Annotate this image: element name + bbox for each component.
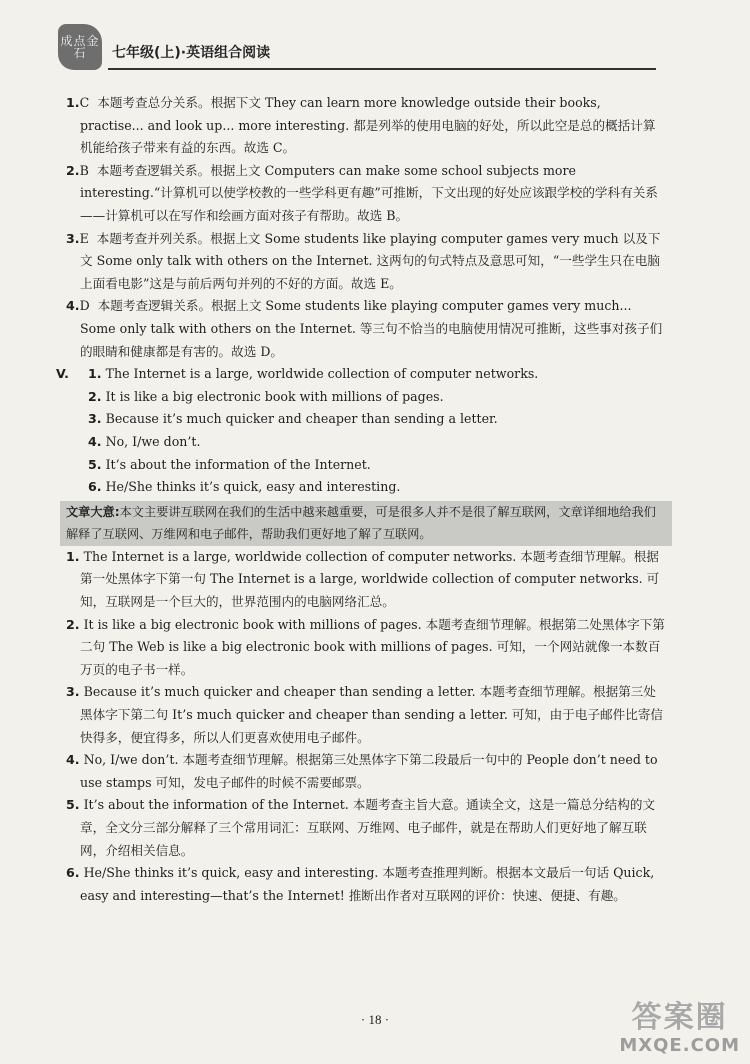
item-number: 5. [66,797,80,813]
item-letter: C [79,95,90,110]
section-six-explanations [66,546,666,908]
item-text: It’s about the information of the Internet. [105,456,371,472]
watermark-url: MXQE.COM [619,1035,740,1056]
item-number: 2. [66,162,80,178]
book-title: 七年级(上)·英语组合阅读 [112,45,271,61]
answer-item [66,92,666,160]
item-text: 本题考查逻辑关系。根据上文 Some students like playing computer games very much... Some only talk with others on the Internet. 等三句不恰当的电脑使用情况可推断，这些事对孩子们的眼睛和健康都是有害的。故选 D。 [80,298,663,359]
short-answer [66,386,666,409]
short-answer [66,431,666,454]
item-number: 3. [88,411,102,427]
item-number: 4. [66,752,80,768]
item-number: 1. [66,95,80,110]
section-five-answers [56,363,666,499]
answer-item [66,160,666,228]
short-answer [66,408,666,431]
short-answer [66,454,666,477]
item-text: It is like a big electronic book with millions of pages. 本题考查细节理解。根据第二处黑体字下第二句 The Web is like a big electronic book with millions of pages. 可知，一个网站就像一本数百万页的电子书一样。 [80,616,665,677]
answer-item [66,295,666,363]
summary-text: 本文主要讲互联网在我们的生活中越来越重要，可是很多人并不是很了解互联网，文章详细地给我们解释了互联网、万维网和电子邮件，帮助我们更好地了解了互联网。 [66,504,656,542]
item-letter: D [79,298,90,314]
short-answer [56,363,666,386]
item-letter: B [79,162,89,178]
item-text: Because it’s much quicker and cheaper than sending a letter. [105,411,498,427]
item-text: 本题考查总分关系。根据下文 They can learn more knowledge outside their books, practise... and look up... more interesting. 都是列举的使用电脑的好处，所以此空是总的概括计算机能给孩子带来有益的东西。故选 C。 [80,95,656,156]
answer-item [66,228,666,296]
answer-content [56,92,666,907]
item-number: 1. [66,548,80,564]
section-one-answers [66,92,666,363]
item-number: 3. [66,230,80,246]
section-label: V. [56,366,69,382]
item-text: Because it’s much quicker and cheaper than sending a letter. 本题考查细节理解。根据第三处黑体字下第二句 It’s much quicker and cheaper than sending a letter. 可知，由于电子邮件比寄信快得多，便宜得多，所以人们更喜欢使用电子邮件。 [80,684,664,745]
short-answer [66,476,666,499]
item-text: 本题考查逻辑关系。根据上文 Computers can make some school subjects more interesting.“计算机可以使学校教的一些学科更有趣”可推断，下文出现的好处应该跟学校的学科有关系——计算机可以在写作和绘画方面对孩子有帮助。故选 B。 [80,162,658,223]
explanation-item [66,681,666,749]
item-text: It’s about the information of the Internet. 本题考查主旨大意。通读全文，这是一篇总分结构的文章，全文分三部分解释了三个常用词汇：互联网、万维网、电子邮件，就是在帮助人们更好地了解互联网，介绍相关信息。 [80,797,656,858]
page-number: · 18 · [360,1012,390,1027]
item-number: 1. [88,366,102,382]
item-number: 4. [88,433,102,449]
explanation-item [66,794,666,862]
item-text: The Internet is a large, worldwide collection of computer networks. 本题考查细节理解。根据第一处黑体字下第一句 The Internet is a large, worldwide collection of computer networks. 可知，互联网是一个巨大的，世界范围内的电脑网络汇总。 [80,548,660,610]
item-text: He/She thinks it’s quick, easy and interesting. [105,479,401,495]
explanation-item [66,614,666,682]
article-summary [60,501,672,546]
item-number: 6. [66,865,80,881]
item-number: 4. [66,298,80,314]
item-text: No, I/we don’t. 本题考查细节理解。根据第三处黑体字下第二段最后一句中的 People don’t need to use stamps 可知，发电子邮件的时候不需要邮票。 [80,752,658,790]
watermark [619,1001,740,1056]
item-letter: E [79,230,89,246]
item-number: 2. [88,388,102,404]
header-rule [108,68,656,70]
item-number: 5. [88,456,102,472]
item-text: 本题考查并列关系。根据上文 Some students like playing computer games very much 以及下文 Some only talk with others on the Internet. 这两句的句式特点及意思可知，“一些学生只在电脑上面看电影”这是与前后两句并列的不好的方面。故选 E。 [80,230,661,291]
item-text: The Internet is a large, worldwide collection of computer networks. [105,366,539,382]
item-number: 2. [66,616,80,632]
item-number: 3. [66,684,80,700]
item-text: No, I/we don’t. [105,433,201,449]
watermark-text: 答案圈 [631,1000,728,1035]
item-number: 6. [88,479,102,495]
explanation-item [66,749,666,794]
item-text: It is like a big electronic book with millions of pages. [105,388,444,404]
item-text: He/She thinks it’s quick, easy and interesting. 本题考查推理判断。根据本文最后一句话 Quick, easy and interesting—that’s the Internet! 推断出作者对互联网的评价：快速、便捷、有趣。 [80,865,655,903]
summary-label: 文章大意: [66,504,120,519]
explanation-item [66,862,666,907]
logo: 成点金石 [58,24,102,70]
explanation-item [66,546,666,614]
